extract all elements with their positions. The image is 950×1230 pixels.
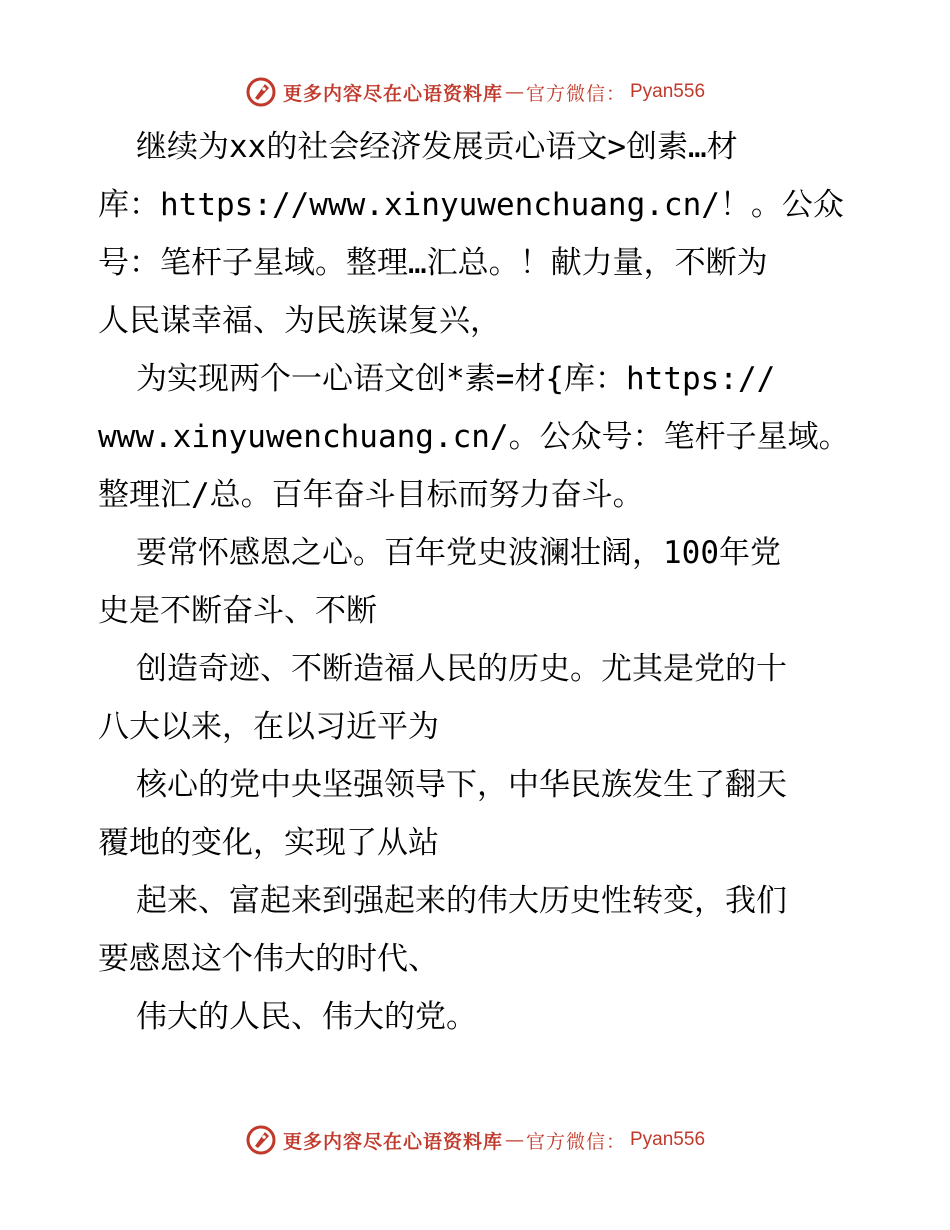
header-wechat-label: 官方微信： bbox=[525, 82, 626, 105]
footer-banner bbox=[0, 1120, 950, 1160]
body-line: 核心的党中央坚强领导下，中华民族发生了翻天 bbox=[136, 767, 787, 803]
body-line: 号：笔杆子星域。整理…汇总。！献力量，不断为 bbox=[98, 245, 768, 281]
body-line: 要感恩这个伟大的时代、 bbox=[98, 941, 439, 977]
body-line: 覆地的变化，实现了从站 bbox=[98, 825, 439, 861]
document-body bbox=[98, 118, 858, 1046]
body-line: 库：https://www.xinyuwenchuang.cn/！。公众 bbox=[98, 187, 844, 223]
footer-dash: — bbox=[504, 1129, 524, 1151]
body-line: 整理汇/总。百年奋斗目标而努力奋斗。 bbox=[98, 477, 644, 513]
footer-wechat-id: Pyan556 bbox=[630, 1129, 706, 1150]
body-line: 起来、富起来到强起来的伟大历史性转变，我们 bbox=[136, 883, 787, 919]
header-banner bbox=[0, 72, 950, 112]
body-line: 继续为xx的社会经济发展贡心语文>创素…材 bbox=[136, 129, 738, 165]
footer-wechat-label: 官方微信： bbox=[525, 1130, 626, 1153]
body-line: www.xinyuwenchuang.cn/。公众号：笔杆子星域。 bbox=[98, 419, 850, 455]
header-promo-text: 更多内容尽在心语资料库 bbox=[282, 82, 503, 105]
body-line: 要常怀感恩之心。百年党史波澜壮阔，100年党 bbox=[136, 535, 781, 571]
footer-promo-text: 更多内容尽在心语资料库 bbox=[282, 1130, 503, 1153]
header-dash: — bbox=[504, 81, 524, 103]
body-line: 创造奇迹、不断造福人民的历史。尤其是党的十 bbox=[136, 651, 787, 687]
body-line: 伟大的人民、伟大的党。 bbox=[136, 999, 477, 1035]
header-wechat-id: Pyan556 bbox=[630, 81, 706, 102]
body-line: 为实现两个一心语文创*素=材{库：https:// bbox=[136, 361, 776, 397]
pen-nib-logo-icon bbox=[245, 1124, 277, 1156]
pen-nib-logo-icon bbox=[245, 76, 277, 108]
body-line: 八大以来，在以习近平为 bbox=[98, 709, 439, 745]
body-line: 人民谋幸福、为民族谋复兴， bbox=[98, 303, 501, 339]
body-line: 史是不断奋斗、不断 bbox=[98, 593, 377, 629]
